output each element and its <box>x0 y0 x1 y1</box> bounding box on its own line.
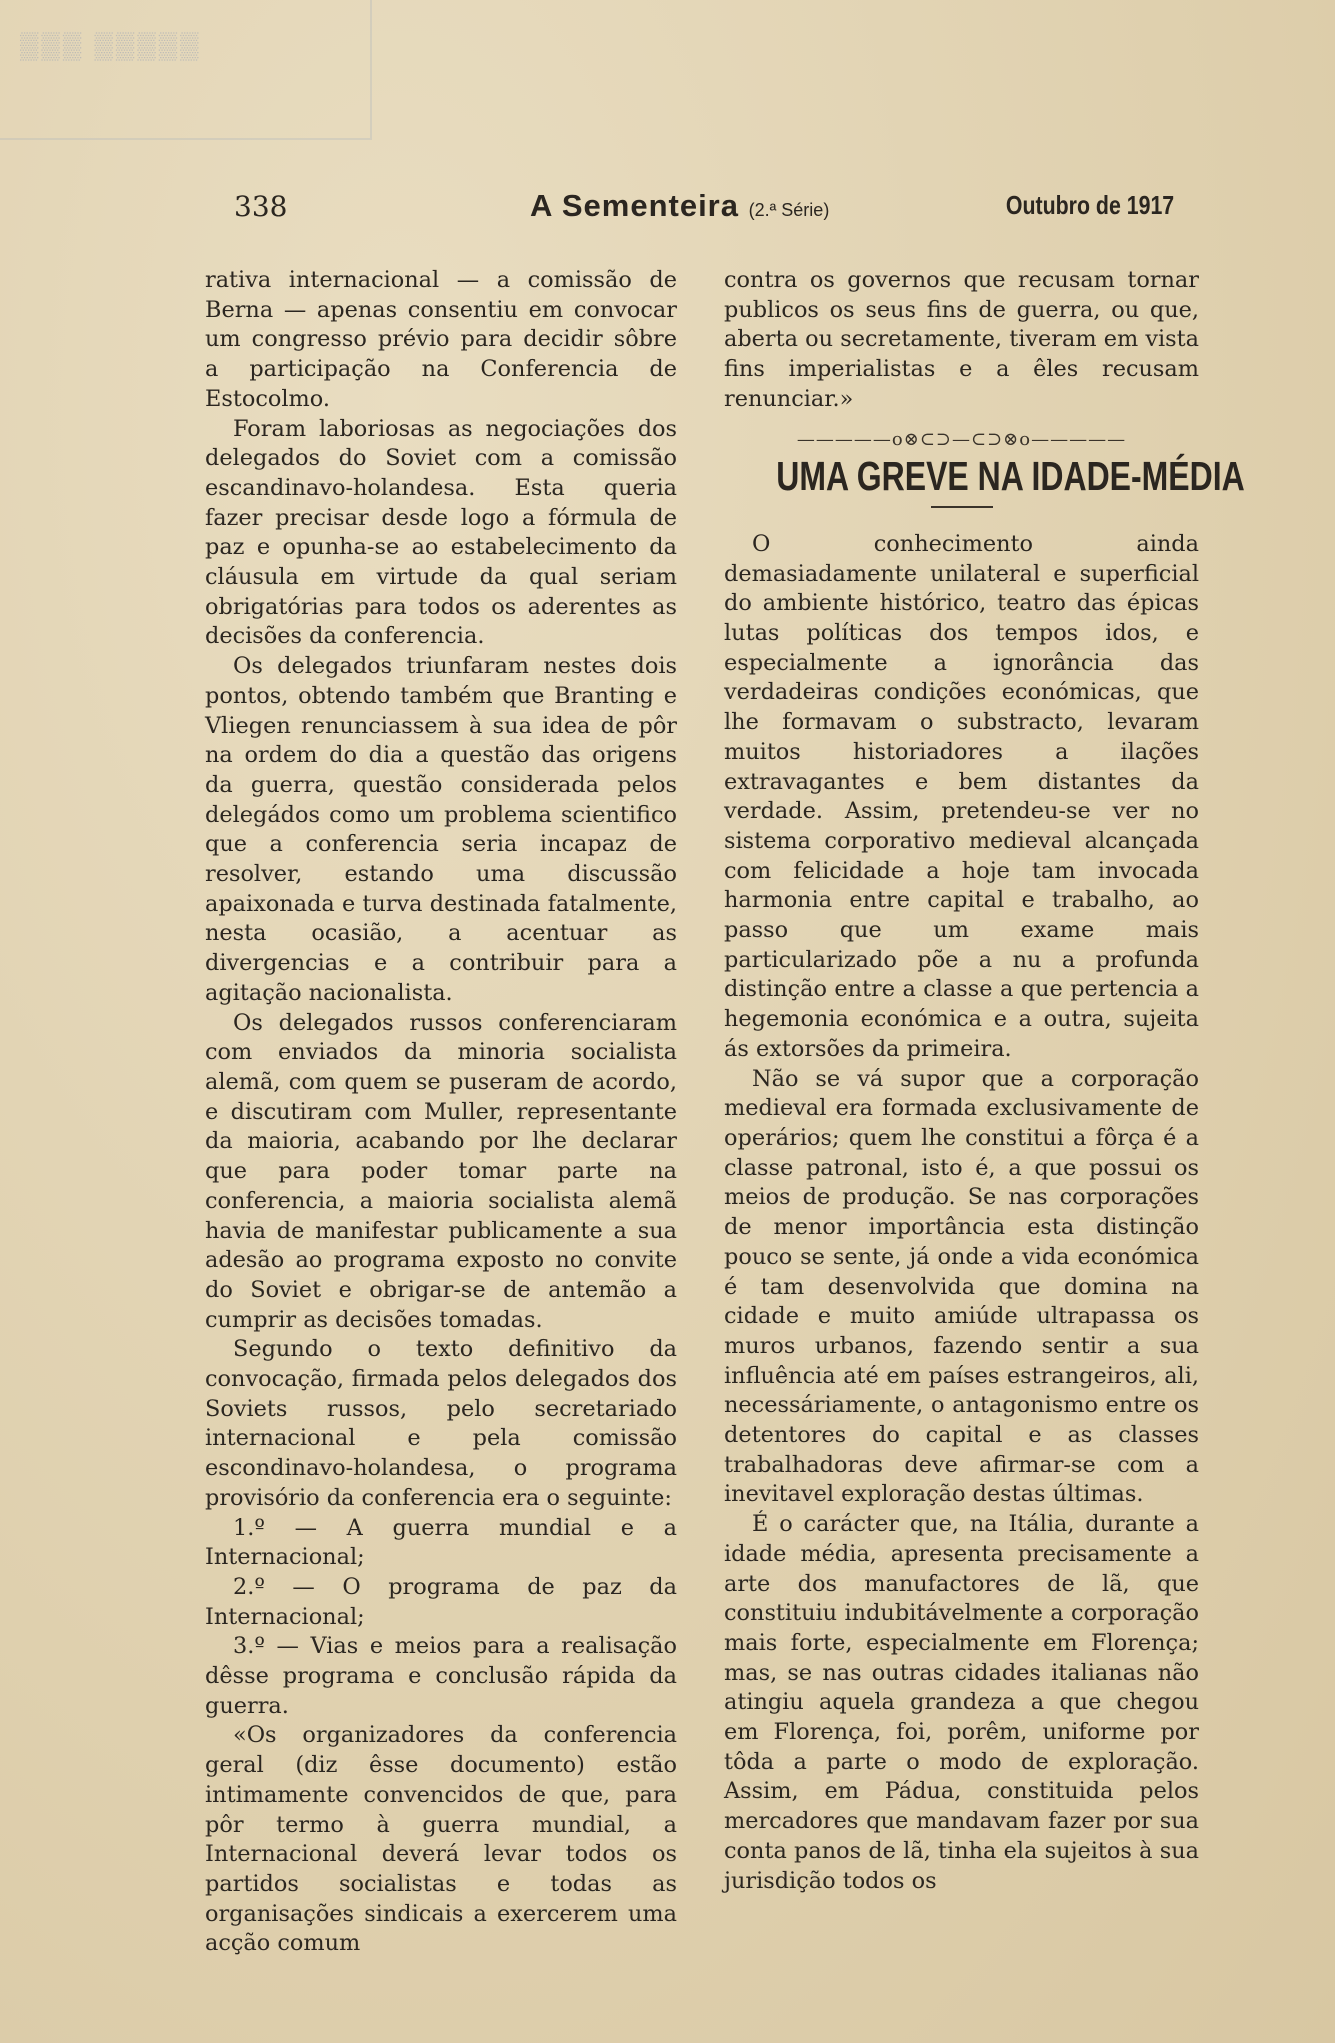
right-column <box>724 266 1245 1896</box>
quote-continuation: contra os governos que recusam tornar publicos os seus fins de guerra, ou que, aberta ou secretamente, tiveram em vista fins imperialistas e a êles recusam renunciar.» <box>724 267 1199 412</box>
paragraph: Segundo o texto definitivo da convocação, firmada pelos delegados dos Soviets russos, pelo secretariado internacional e pela comissão escondinavo-holandesa, o programa provisório da conferencia era o seguinte: <box>205 1336 677 1511</box>
paragraph: Os delegados triunfaram nestes dois pontos, obtendo também que Branting e Vliegen renunciassem à sua idea de pôr na ordem do dia a questão das origens da guerra, questão considerada pelos delegádos como um problema scientifico que a conferencia seria incapaz de resolver, estando uma discussão apaixonada e turva destinada fatalmente, nesta ocasião, a acentuar as divergencias e a contribuir para a agitação nacionalista. <box>205 653 677 1006</box>
series-label: (2.ª Série) <box>748 200 830 220</box>
quote-paragraph: «Os organizadores da conferencia geral (diz êsse documento) estão intimamente convencidos de que, para pôr termo à guerra mundial, a Internacional deverá levar todos os partidos socialistas e todas as organisações sindicais a exercerem uma acção comum <box>205 1722 677 1957</box>
paragraph: rativa internacional — a comissão de Berna — apenas consentiu em convocar um congresso prévio para decidir sôbre a participação na Conferencia de Estocolmo. <box>205 267 677 412</box>
page-number: 338 <box>234 190 288 223</box>
left-column <box>205 266 677 1959</box>
stamp-mark: ▒▒▒ ▒▒▒▒▒ <box>20 30 202 60</box>
ornament-divider: —————o⊗⊂⊃—⊂⊃⊗o————— <box>796 428 1127 450</box>
page-header <box>234 188 1174 228</box>
headline-rule <box>931 506 993 508</box>
program-item: 3.º — Vias e meios para a realisação dêsse programa e conclusão rápida da guerra. <box>205 1633 677 1719</box>
paragraph: O conhecimento ainda demasiadamente unilateral e superficial do ambiente histórico, teatro das épicas lutas políticas dos tempos idos, e especialmente a ignorância das verdadeiras condições económicas, que lhe formavam o substracto, levaram muitos historiadores a ilações extravagantes e bem distantes da verdade. Assim, pretendeu-se ver no sistema corporativo medieval alcançada com felicidade a hoje tam invocada harmonia entre capital e trabalho, ao passo que um exame mais particularizado põe a nu a profunda distinção entre a classe a que pertencia a hegemonia económica e a outra, sujeita ás extorsões da primeira. <box>724 530 1199 1062</box>
article-headline: UMA GREVE NA IDADE-MÉDIA <box>776 453 1245 500</box>
paragraph: É o carácter que, na Itália, durante a idade média, apresenta precisamente a arte dos manufactores de lã, que constituiu indubitávelmente a corporação mais forte, especialmente em Florença; mas, se nas outras cidades italianas não atingiu aquela grandeza a que chegou em Florença, foi, porêm, uniforme por tôda a parte o modo de exploração. Assim, em Pádua, constituida pelos mercadores que mandavam fazer por sua conta panos de lã, tinha ela sujeitos à sua jurisdição todos os <box>724 1511 1199 1894</box>
library-stamp <box>0 0 372 140</box>
journal-title <box>530 188 829 224</box>
paragraph: Não se vá supor que a corporação medieval era formada exclusivamente de operários; quem lhe constitui a fôrça é a classe patronal, isto é, a que possui os meios de produção. Se nas corporações de menor importância esta distinção pouco se sente, já onde a vida económica é tam desenvolvida que domina na cidade e muito amiúde ultrapassa os muros urbanos, fazendo sentir a sua influência até em países estrangeiros, ali, necessáriamente, o antagonismo entre os detentores do capital e as classes trabalhadoras deve afirmar-se com a inevitavel exploração destas últimas. <box>724 1065 1199 1508</box>
paragraph: Os delegados russos conferenciaram com enviados da minoria socialista alemã, com quem se puseram de acordo, e discutiram com Muller, representante da maioria, acabando por lhe declarar que para poder tomar parte na conferencia, a maioria socialista alemã havia de manifestar publicamente a sua adesão ao programa exposto no convite do Soviet e obrigar-se de antemão a cumprir as decisões tomadas. <box>205 1009 677 1333</box>
journal-name: A Sementeira <box>530 188 739 223</box>
program-item: 1.º — A guerra mundial e a Internacional; <box>205 1514 677 1571</box>
program-item: 2.º — O programa de paz da Internacional; <box>205 1573 677 1630</box>
paragraph: Foram laboriosas as negociações dos delegados do Soviet com a comissão escandinavo-holandesa. Esta queria fazer precisar desde logo a fórmula de paz e opunha-se ao estabelecimento da cláusula em virtude da qual seriam obrigatórias para todos os aderentes as decisões da conferencia. <box>205 415 677 650</box>
issue-date: Outubro de 1917 <box>1005 190 1174 220</box>
